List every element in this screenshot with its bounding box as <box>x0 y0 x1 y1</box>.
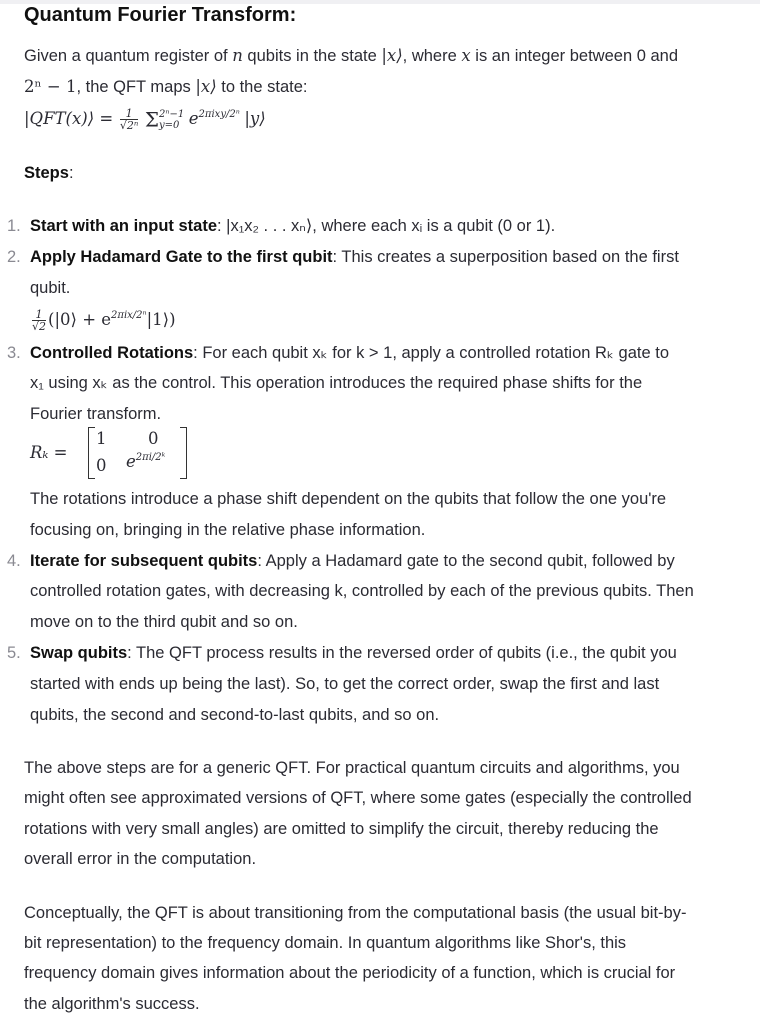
step-text: controlled rotation gates, with decreasing k, controlled by each of the previous qubits. Then <box>30 582 694 600</box>
sum-limits <box>159 109 184 131</box>
math-ket-x: |x⟩ <box>195 77 217 96</box>
formula-fraction <box>120 108 138 131</box>
steps-colon: : <box>68 164 74 182</box>
step-title: Controlled Rotations <box>30 344 194 362</box>
steps-heading <box>24 163 74 183</box>
frac-num: 1 <box>120 108 138 120</box>
math-n: n <box>232 46 243 65</box>
formula-body: |1⟩) <box>146 310 176 329</box>
exp-power: 2πix/2ⁿ <box>111 310 147 321</box>
matrix-cell: 0 <box>96 456 107 475</box>
step-text: The rotations introduce a phase shift dependent on the qubits that follow the one you're <box>30 490 667 508</box>
step-text: : This creates a superposition based on the first <box>332 248 679 266</box>
step-number: 4. <box>7 552 21 570</box>
exp-base: e <box>126 452 136 471</box>
step-text: started with ends up being the last). So, to get the correct order, swap the first and last <box>30 675 660 693</box>
intro-text: is an integer between 0 and <box>470 47 679 65</box>
intro-text: Given a quantum register of <box>24 47 233 65</box>
step-4 <box>30 551 675 571</box>
steps-heading-text: Steps <box>24 164 69 182</box>
step-text: Fourier transform. <box>30 405 162 423</box>
step-title: Apply Hadamard Gate to the first qubit <box>30 248 333 266</box>
qft-formula <box>24 100 266 135</box>
step-title: Swap qubits <box>30 644 128 662</box>
matrix-bracket-left <box>88 427 95 479</box>
step-text: : The QFT process results in the reversed order of qubits (i.e., the qubit you <box>127 644 677 662</box>
intro-text: qubits in the state <box>242 47 382 65</box>
paragraph-line: bit representation) to the frequency domain. In quantum algorithms like Shor's, this <box>24 934 627 952</box>
paragraph-line: the algorithm's success. <box>24 995 200 1013</box>
section-title: Quantum Fourier Transform: <box>24 4 297 26</box>
intro-line-2 <box>24 77 307 97</box>
step-text: x₁ using xₖ as the control. This operation introduces the required phase shifts for the <box>30 374 643 392</box>
intro-text: , the QFT maps <box>76 78 196 96</box>
sum-top: 2ⁿ−1 <box>159 108 185 120</box>
matrix-lhs: Rₖ = <box>30 443 68 462</box>
math-range: 2ⁿ − 1 <box>24 77 77 96</box>
step-text: move on to the third qubit and so on. <box>30 613 298 631</box>
sum-bottom: y=0 <box>159 119 180 131</box>
frac-den: √2 <box>32 320 47 334</box>
step-1 <box>30 216 555 236</box>
step-text: qubits, the second and second-to-last qubits, and so on. <box>30 706 440 724</box>
intro-line-1 <box>24 46 678 66</box>
formula-lhs: |QFT(x)⟩ = <box>24 109 114 128</box>
sum-symbol: Σ <box>144 107 160 132</box>
frac-num: 1 <box>32 309 46 321</box>
matrix-cell <box>126 452 165 472</box>
paragraph-line: Conceptually, the QFT is about transitioning from the computational basis (the usual bit-by- <box>24 904 687 922</box>
step-title: Start with an input state <box>30 217 218 235</box>
math-x: x <box>461 46 471 65</box>
hadamard-formula <box>30 302 176 334</box>
step-2 <box>30 247 679 267</box>
step-text: qubit. <box>30 279 71 297</box>
formula-fraction <box>32 309 46 332</box>
step-number: 3. <box>7 344 21 362</box>
step-text: : Apply a Hadamard gate to the second qubit, followed by <box>257 552 675 570</box>
paragraph-line: The above steps are for a generic QFT. For practical quantum circuits and algorithms, you <box>24 759 680 777</box>
exp-power: 2πixy/2ⁿ <box>198 109 240 120</box>
step-5 <box>30 643 677 663</box>
exp-power: 2πi/2ᵏ <box>135 452 166 463</box>
frac-den: √2ⁿ <box>119 119 139 133</box>
paragraph-line: might often see approximated versions of QFT, where some gates (especially the controlled <box>24 789 692 807</box>
math-ket-x: |x⟩ <box>381 46 403 65</box>
step-text: : For each qubit xₖ for k > 1, apply a controlled rotation Rₖ gate to <box>193 344 670 362</box>
matrix-cell: 0 <box>148 429 159 448</box>
step-3 <box>30 343 669 363</box>
intro-text: to the state: <box>216 78 308 96</box>
step-number: 2. <box>7 248 21 266</box>
paragraph-line: frequency domain gives information about the periodicity of a function, which is crucial for <box>24 964 676 982</box>
step-title: Iterate for subsequent qubits <box>30 552 258 570</box>
paragraph-line: overall error in the computation. <box>24 850 257 868</box>
formula-body: (|0⟩ + e <box>48 310 112 329</box>
intro-text: , where <box>402 47 462 65</box>
formula-ket-y: |y⟩ <box>244 109 266 128</box>
step-text: focusing on, bringing in the relative phase information. <box>30 521 426 539</box>
step-text: : |x₁x₂ . . . xₙ⟩, where each xᵢ is a qubit (0 or 1). <box>217 217 556 235</box>
exp-base: e <box>188 109 199 128</box>
matrix-bracket-right <box>180 427 187 479</box>
matrix-cell: 1 <box>96 429 107 448</box>
step-number: 1. <box>7 217 21 235</box>
step-number: 5. <box>7 644 21 662</box>
paragraph-line: rotations with very small angles) are omitted to simplify the circuit, thereby reducing the <box>24 820 659 838</box>
